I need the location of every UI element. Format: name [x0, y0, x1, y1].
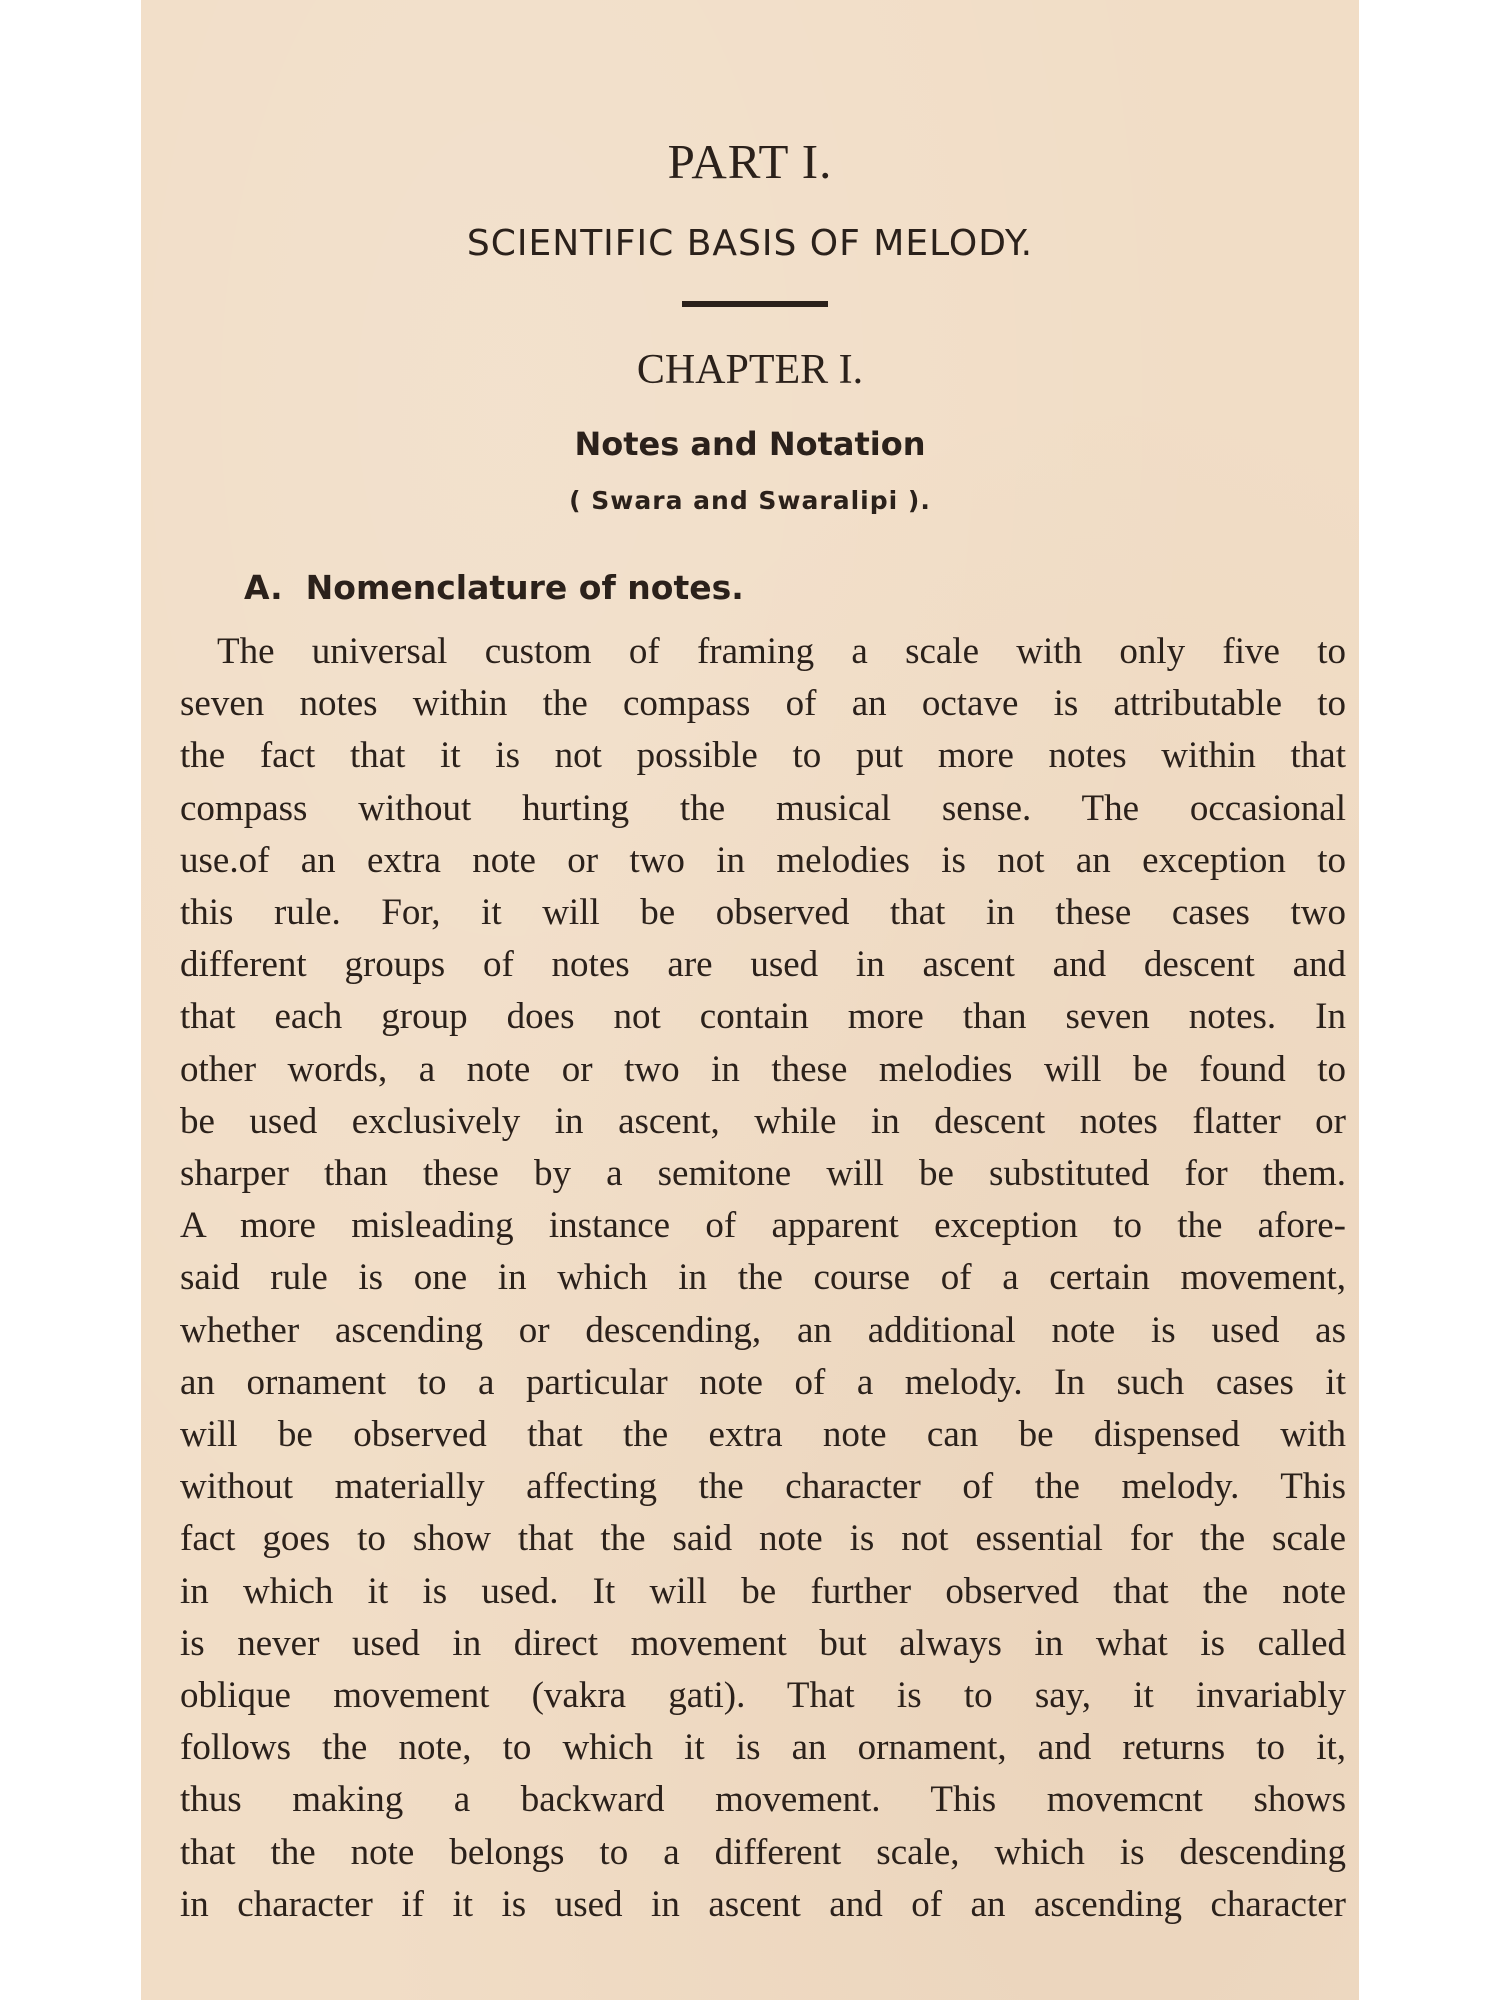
chapter-title: CHAPTER I. [636, 347, 864, 393]
text-line: that each group does not contain more than seven notes. In [180, 996, 1346, 1038]
text-line: be used exclusively in ascent, while in descent notes flatter or [180, 1100, 1346, 1142]
book-page [141, 0, 1359, 2000]
text-line: this rule. For, it will be observed that in these cases two [180, 892, 1346, 934]
text-line: will be observed that the extra note can be dispensed with [180, 1414, 1346, 1456]
text-line: A more misleading instance of apparent exception to the afore- [180, 1205, 1346, 1247]
section-heading: A. Nomenclature of notes. [244, 568, 744, 607]
divider-rule [682, 301, 828, 307]
text-line: said rule is one in which in the course of a certain movement, [180, 1257, 1346, 1299]
text-line: seven notes within the compass of an octave is attributable to [180, 683, 1346, 725]
text-line: The universal custom of framing a scale with only five to [217, 631, 1346, 672]
text-line: the fact that it is not possible to put more notes within that [180, 735, 1346, 777]
text-line: that the note belongs to a different scale, which is descending [180, 1831, 1346, 1873]
text-line: is never used in direct movement but always in what is called [180, 1622, 1346, 1664]
text-line: fact goes to show that the said note is not essential for the scale [180, 1518, 1346, 1560]
text-line: follows the note, to which it is an ornament, and returns to it, [180, 1727, 1346, 1769]
text-line: whether ascending or descending, an additional note is used as [180, 1309, 1346, 1351]
text-line: different groups of notes are used in ascent and descent and [180, 944, 1346, 986]
text-line: use.of an extra note or two in melodies is not an exception to [180, 839, 1346, 881]
text-line: compass without hurting the musical sense. The occasional [180, 787, 1346, 829]
text-line: thus making a backward movement. This movemcnt shows [180, 1779, 1346, 1821]
text-line: sharper than these by a semitone will be substituted for them. [180, 1153, 1346, 1195]
chapter-name: Notes and Notation [574, 425, 926, 463]
text-line: oblique movement (vakra gati). That is to say, it invariably [180, 1675, 1346, 1717]
text-line: in which it is used. It will be further observed that the note [180, 1570, 1346, 1612]
part-title: PART I. [667, 134, 833, 189]
part-subtitle: SCIENTIFIC BASIS OF MELODY. [466, 223, 1034, 264]
text-line: without materially affecting the character of the melody. This [180, 1466, 1346, 1508]
text-line: in character if it is used in ascent and of an ascending character [180, 1883, 1346, 1925]
text-line: an ornament to a particular note of a melody. In such cases it [180, 1361, 1346, 1403]
text-line: other words, a note or two in these melodies will be found to [180, 1048, 1346, 1090]
body-text [180, 626, 1346, 1931]
chapter-subtitle: ( Swara and Swaralipi ). [569, 486, 931, 515]
